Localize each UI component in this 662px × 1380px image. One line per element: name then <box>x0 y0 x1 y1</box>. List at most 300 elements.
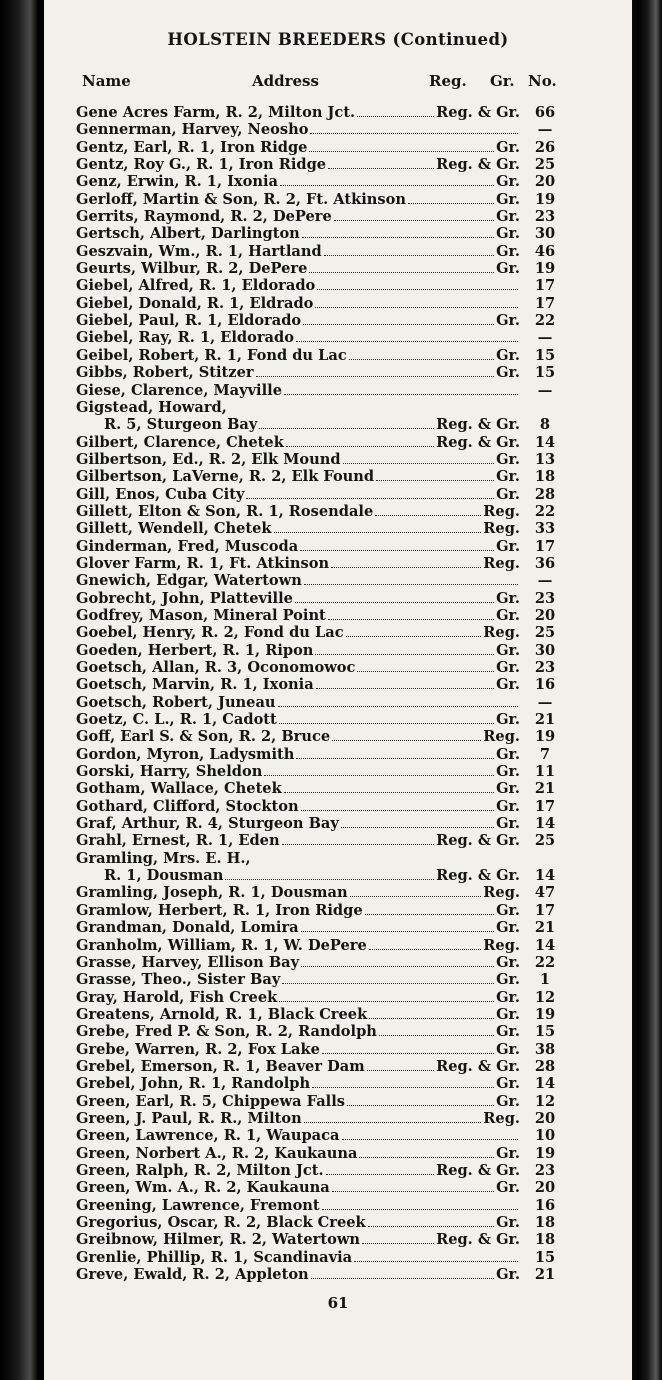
dot-leader <box>302 226 494 238</box>
entry-line <box>76 1127 520 1144</box>
breeder-name-address: Goetsch, Marvin, R. 1, Ixonia <box>76 676 314 694</box>
list-item <box>44 277 632 294</box>
registration-type: Gr. <box>496 468 520 486</box>
registration-type: Reg. & Gr. <box>436 156 520 174</box>
dot-leader <box>315 296 518 308</box>
list-item <box>44 1249 632 1266</box>
list-item <box>44 607 632 624</box>
dot-leader <box>279 712 494 724</box>
breeder-name-address: Granholm, William, R. 1, W. DePere <box>76 936 367 954</box>
list-item <box>44 590 632 607</box>
dot-leader <box>304 573 518 585</box>
herd-count: 12 <box>534 1092 556 1110</box>
registration-type: Gr. <box>496 1144 520 1162</box>
breeder-name-address: Greatens, Arnold, R. 1, Black Creek <box>76 1005 368 1023</box>
list-item <box>44 711 632 728</box>
registration-type: Gr. <box>496 676 520 694</box>
breeder-name-address: Goeden, Herbert, R. 1, Ripon <box>76 641 314 659</box>
entry-line <box>76 1041 520 1058</box>
list-item <box>44 329 632 346</box>
entry-line <box>76 902 520 919</box>
list-item <box>44 1145 632 1162</box>
dot-leader <box>376 469 494 481</box>
dot-leader <box>284 383 518 395</box>
registration-type: Gr. <box>496 953 520 971</box>
registration-type: Gr. <box>496 780 520 798</box>
entry-line <box>76 503 520 520</box>
dot-leader <box>328 157 434 169</box>
registration-type: Gr. <box>496 1266 520 1284</box>
herd-count: 17 <box>534 797 556 815</box>
list-item <box>44 416 632 433</box>
herd-count: 33 <box>534 520 556 538</box>
dot-leader <box>322 1198 518 1210</box>
entry-line <box>76 1266 520 1283</box>
entry-line <box>76 832 520 849</box>
list-item <box>44 260 632 277</box>
registration-type: Reg. <box>483 728 520 746</box>
herd-count: 15 <box>534 346 556 364</box>
breeder-name-address: R. 5, Sturgeon Bay <box>104 416 258 434</box>
herd-count: 17 <box>534 901 556 919</box>
dot-leader <box>309 140 494 152</box>
entry-line <box>76 590 520 607</box>
dot-leader <box>346 625 482 637</box>
entry-line <box>76 989 520 1006</box>
list-item <box>44 832 632 849</box>
list-item <box>44 173 632 190</box>
breeder-name-address: Gerrits, Raymond, R. 2, DePere <box>76 208 332 226</box>
list-item <box>44 486 632 503</box>
breeder-name-address: Gramling, Joseph, R. 1, Dousman <box>76 884 348 902</box>
list-item <box>44 468 632 485</box>
list-item <box>44 728 632 745</box>
registration-type: Gr. <box>496 485 520 503</box>
dot-leader <box>326 1163 435 1175</box>
dot-leader <box>278 695 518 707</box>
list-item <box>44 850 632 867</box>
breeder-name-address: Green, Lawrence, R. 1, Waupaca <box>76 1127 340 1145</box>
entry-line <box>76 1231 520 1248</box>
registration-type: Gr. <box>496 225 520 243</box>
registration-type: Gr. <box>496 1005 520 1023</box>
registration-type: Gr. <box>496 450 520 468</box>
herd-count: 18 <box>534 1231 556 1249</box>
breeder-name-address: Gentz, Earl, R. 1, Iron Ridge <box>76 138 308 156</box>
breeder-name-address: Green, Wm. A., R. 2, Kaukauna <box>76 1179 330 1197</box>
entry-line <box>76 763 520 780</box>
herd-count: — <box>537 121 553 139</box>
entry-line <box>76 954 520 971</box>
breeder-name-address: Gramlow, Herbert, R. 1, Iron Ridge <box>76 901 363 919</box>
dot-leader <box>246 487 494 499</box>
dot-leader <box>368 1215 494 1227</box>
entry-line <box>76 364 520 381</box>
breeder-name-address: Grebel, Emerson, R. 1, Beaver Dam <box>76 1057 365 1075</box>
dot-leader <box>332 1180 494 1192</box>
list-item <box>44 503 632 520</box>
dot-leader <box>259 417 434 429</box>
entry-line <box>76 1023 520 1040</box>
entry-line <box>76 329 520 346</box>
list-item <box>44 1110 632 1127</box>
entry-line <box>76 312 520 329</box>
entry-line <box>76 243 520 260</box>
entry-line <box>76 676 520 693</box>
entry-line <box>76 382 520 399</box>
herd-count: 14 <box>534 936 556 954</box>
registration-type: Gr. <box>496 1023 520 1041</box>
herd-count: — <box>537 572 553 590</box>
list-item <box>44 659 632 676</box>
dot-leader <box>379 1024 494 1036</box>
breeder-name-address: Goetz, C. L., R. 1, Cadott <box>76 711 277 729</box>
herd-count: 25 <box>534 624 556 642</box>
list-item <box>44 555 632 572</box>
breeder-name-address: Grasse, Harvey, Ellison Bay <box>76 953 300 971</box>
dot-leader <box>342 1128 519 1140</box>
registration-type: Reg. & Gr. <box>436 1161 520 1179</box>
registration-type: Gr. <box>496 745 520 763</box>
herd-count: 19 <box>534 1005 556 1023</box>
registration-type: Gr. <box>496 364 520 382</box>
dot-leader <box>312 1076 494 1088</box>
dot-leader <box>375 504 481 516</box>
list-item <box>44 1075 632 1092</box>
dot-leader <box>279 990 494 1002</box>
column-header-name: Name <box>82 72 131 90</box>
entry-line <box>76 850 520 867</box>
dot-leader <box>362 1232 434 1244</box>
list-item <box>44 919 632 936</box>
breeder-name-address: Giese, Clarence, Mayville <box>76 381 282 399</box>
breeder-name-address: Giebel, Donald, R. 1, Eldrado <box>76 294 314 312</box>
registration-type: Gr. <box>496 901 520 919</box>
breeder-name-address: Gotham, Wallace, Chetek <box>76 780 282 798</box>
breeder-name-address: Greibnow, Hilmer, R. 2, Watertown <box>76 1231 360 1249</box>
entry-line <box>76 260 520 277</box>
herd-count: 15 <box>534 1023 556 1041</box>
herd-count: 16 <box>534 676 556 694</box>
entry-line <box>76 1006 520 1023</box>
dot-leader <box>343 452 495 464</box>
breeder-name-address: Gnewich, Edgar, Watertown <box>76 572 302 590</box>
dot-leader <box>310 122 518 134</box>
dot-leader <box>357 105 434 117</box>
entry-line <box>76 728 520 745</box>
breeder-name-address: Gentz, Roy G., R. 1, Iron Ridge <box>76 156 327 174</box>
entry-line <box>76 208 520 225</box>
dot-leader <box>334 209 494 221</box>
registration-type: Reg. & Gr. <box>436 416 520 434</box>
dot-leader <box>357 660 494 672</box>
breeder-name-address: Gobrecht, John, Platteville <box>76 589 293 607</box>
entry-line <box>76 798 520 815</box>
dot-leader <box>331 556 481 568</box>
entry-line <box>76 1197 520 1214</box>
dot-leader <box>295 591 494 603</box>
dot-leader <box>349 348 494 360</box>
registration-type: Reg. <box>483 502 520 520</box>
dot-leader <box>328 608 494 620</box>
herd-count: 66 <box>534 104 556 121</box>
breeder-name-address: Gertsch, Albert, Darlington <box>76 225 300 243</box>
herd-count: — <box>537 329 553 347</box>
registration-type: Gr. <box>496 346 520 364</box>
breeder-name-address: Grebel, John, R. 1, Randolph <box>76 1075 311 1093</box>
dot-leader <box>225 868 434 880</box>
dot-leader <box>280 174 494 186</box>
herd-count: 22 <box>534 953 556 971</box>
list-item <box>44 1197 632 1214</box>
entry-line <box>76 1162 520 1179</box>
list-item <box>44 1058 632 1075</box>
herd-count: 14 <box>534 433 556 451</box>
list-item <box>44 1214 632 1231</box>
registration-type: Gr. <box>496 208 520 226</box>
dot-leader <box>324 244 494 256</box>
herd-count: 8 <box>539 416 551 434</box>
entry-line <box>76 277 520 294</box>
dot-leader <box>303 313 494 325</box>
entry-line <box>76 1179 520 1196</box>
herd-count: 19 <box>534 728 556 746</box>
entry-line <box>76 191 520 208</box>
entry-line <box>76 486 520 503</box>
herd-count: 21 <box>534 919 556 937</box>
breeder-name-address: Glover Farm, R. 1, Ft. Atkinson <box>76 554 330 572</box>
registration-type: Gr. <box>496 919 520 937</box>
herd-count: 19 <box>534 190 556 208</box>
breeder-name-address: Ginderman, Fred, Muscoda <box>76 537 299 555</box>
breeder-name-address: Geibel, Robert, R. 1, Fond du Lac <box>76 346 347 364</box>
list-item <box>44 538 632 555</box>
herd-count: 23 <box>534 589 556 607</box>
dot-leader <box>367 1059 434 1071</box>
entry-line <box>104 416 520 433</box>
herd-count: 17 <box>534 294 556 312</box>
list-item <box>44 1266 632 1283</box>
breeder-name-address: Grahl, Ernest, R. 1, Eden <box>76 832 280 850</box>
breeder-list <box>44 104 632 1283</box>
list-item <box>44 399 632 416</box>
dot-leader <box>365 903 494 915</box>
list-item <box>44 694 632 711</box>
entry-line <box>76 399 520 416</box>
list-item <box>44 763 632 780</box>
registration-type: Gr. <box>496 763 520 781</box>
page-number: 61 <box>327 1294 349 1312</box>
herd-count: 22 <box>534 502 556 520</box>
breeder-name-address: Gordon, Myron, Ladysmith <box>76 745 295 763</box>
breeder-name-address: Grenlie, Phillip, R. 1, Scandinavia <box>76 1248 353 1266</box>
list-item <box>44 902 632 919</box>
list-item <box>44 347 632 364</box>
herd-count: 16 <box>534 1196 556 1214</box>
list-item <box>44 1006 632 1023</box>
registration-type: Gr. <box>496 606 520 624</box>
dot-leader <box>369 1007 494 1019</box>
herd-count: 38 <box>534 1040 556 1058</box>
registration-type: Gr. <box>496 711 520 729</box>
breeder-name-address: Gill, Enos, Cuba City <box>76 485 245 503</box>
list-item <box>44 104 632 121</box>
entry-line <box>76 884 520 901</box>
entry-line <box>76 347 520 364</box>
list-item <box>44 434 632 451</box>
herd-count: 25 <box>534 832 556 850</box>
registration-type: Gr. <box>496 190 520 208</box>
breeder-name-address: Gilbertson, Ed., R. 2, Elk Mound <box>76 450 341 468</box>
list-item <box>44 746 632 763</box>
herd-count: 23 <box>534 208 556 226</box>
breeder-name-address: Grebe, Warren, R. 2, Fox Lake <box>76 1040 320 1058</box>
registration-type: Gr. <box>496 1092 520 1110</box>
list-item <box>44 1162 632 1179</box>
registration-type: Reg. <box>483 936 520 954</box>
registration-type: Gr. <box>496 971 520 989</box>
herd-count: 17 <box>534 277 556 295</box>
herd-count: 15 <box>534 1248 556 1266</box>
list-item <box>44 1041 632 1058</box>
list-item <box>44 156 632 173</box>
dot-leader <box>350 885 482 897</box>
registration-type: Gr. <box>496 797 520 815</box>
dot-leader <box>311 1267 494 1279</box>
book-spine-shadow <box>0 0 44 1380</box>
herd-count: 47 <box>534 884 556 902</box>
entry-line <box>76 538 520 555</box>
breeder-name-address: Geurts, Wilbur, R. 2, DePere <box>76 260 308 278</box>
registration-type: Reg. <box>483 520 520 538</box>
breeder-name-address: Gillett, Wendell, Chetek <box>76 520 272 538</box>
list-item <box>44 364 632 381</box>
entry-line <box>76 642 520 659</box>
herd-count: 36 <box>534 554 556 572</box>
entry-line <box>76 139 520 156</box>
entry-line <box>76 555 520 572</box>
list-item <box>44 208 632 225</box>
entry-line <box>76 780 520 797</box>
breeder-name-address: Goebel, Henry, R. 2, Fond du Lac <box>76 624 344 642</box>
herd-count: 10 <box>534 1127 556 1145</box>
herd-count: 28 <box>534 1057 556 1075</box>
breeder-name-address: Gene Acres Farm, R. 2, Milton Jct. <box>76 104 356 121</box>
breeder-name-address: Grandman, Donald, Lomira <box>76 919 299 937</box>
list-item <box>44 884 632 901</box>
list-item <box>44 642 632 659</box>
entry-line <box>76 451 520 468</box>
herd-count: 20 <box>534 173 556 191</box>
entry-line <box>76 156 520 173</box>
herd-count: 25 <box>534 156 556 174</box>
list-item <box>44 451 632 468</box>
breeder-name-address: Gramling, Mrs. E. H., <box>76 849 251 867</box>
herd-count: 14 <box>534 867 556 885</box>
page-edge-shadow <box>632 0 662 1380</box>
breeder-name-address: Gerloff, Martin & Son, R. 2, Ft. Atkinson <box>76 190 406 208</box>
entry-line <box>76 607 520 624</box>
entry-line <box>104 867 520 884</box>
entry-line <box>76 659 520 676</box>
registration-type: Reg. & Gr. <box>436 867 520 885</box>
entry-line <box>76 1145 520 1162</box>
dot-leader <box>300 539 494 551</box>
herd-count: 7 <box>539 745 551 763</box>
list-item <box>44 1127 632 1144</box>
list-item <box>44 815 632 832</box>
dot-leader <box>347 1094 494 1106</box>
breeder-name-address: Greening, Lawrence, Fremont <box>76 1196 320 1214</box>
entry-line <box>76 1075 520 1092</box>
breeder-name-address: Green, J. Paul, R. R., Milton <box>76 1109 302 1127</box>
registration-type: Gr. <box>496 641 520 659</box>
breeder-name-address: Goff, Earl S. & Son, R. 2, Bruce <box>76 728 331 746</box>
breeder-name-address: Gray, Harold, Fish Creek <box>76 988 278 1006</box>
list-item <box>44 989 632 1006</box>
dot-leader <box>309 261 494 273</box>
list-item <box>44 954 632 971</box>
list-item <box>44 121 632 138</box>
dot-leader <box>341 816 494 828</box>
dot-leader <box>317 278 518 290</box>
dot-leader <box>301 920 495 932</box>
entry-line <box>76 1093 520 1110</box>
entry-line <box>76 434 520 451</box>
dot-leader <box>296 747 494 759</box>
entry-line <box>76 1214 520 1231</box>
registration-type: Gr. <box>496 815 520 833</box>
dot-leader <box>296 330 518 342</box>
entry-line <box>76 971 520 988</box>
list-item <box>44 1231 632 1248</box>
dot-leader <box>315 643 494 655</box>
breeder-name-address: Gigstead, Howard, <box>76 398 227 416</box>
herd-count: — <box>537 693 553 711</box>
entry-line <box>76 295 520 312</box>
registration-type: Reg. <box>483 884 520 902</box>
breeder-name-address: Geszvain, Wm., R. 1, Hartland <box>76 242 322 260</box>
registration-type: Gr. <box>496 537 520 555</box>
registration-type: Reg. & Gr. <box>436 1057 520 1075</box>
registration-type: Reg. & Gr. <box>436 832 520 850</box>
list-item <box>44 1179 632 1196</box>
dot-leader <box>369 938 482 950</box>
entry-line <box>76 624 520 641</box>
registration-type: Reg. & Gr. <box>436 433 520 451</box>
dot-leader <box>354 1250 518 1262</box>
entry-line <box>76 104 520 121</box>
dot-leader <box>274 521 482 533</box>
column-header-address: Address <box>252 72 319 90</box>
breeder-name-address: Goetsch, Allan, R. 3, Oconomowoc <box>76 659 356 676</box>
herd-count: 19 <box>534 260 556 278</box>
dot-leader <box>301 955 494 967</box>
registration-type: Reg. & Gr. <box>436 104 520 121</box>
herd-count: 30 <box>534 225 556 243</box>
breeder-name-address: Gothard, Clifford, Stockton <box>76 797 299 815</box>
dot-leader <box>332 729 481 741</box>
breeder-name-address: Godfrey, Mason, Mineral Point <box>76 606 326 624</box>
herd-count: 20 <box>534 606 556 624</box>
entry-line <box>76 572 520 589</box>
herd-count: 14 <box>534 1075 556 1093</box>
column-header-reg: Reg. <box>429 72 467 90</box>
dot-leader <box>304 1111 482 1123</box>
breeder-name-address: Green, Earl, R. 5, Chippewa Falls <box>76 1092 345 1110</box>
registration-type: Gr. <box>496 988 520 1006</box>
dot-leader <box>284 781 494 793</box>
